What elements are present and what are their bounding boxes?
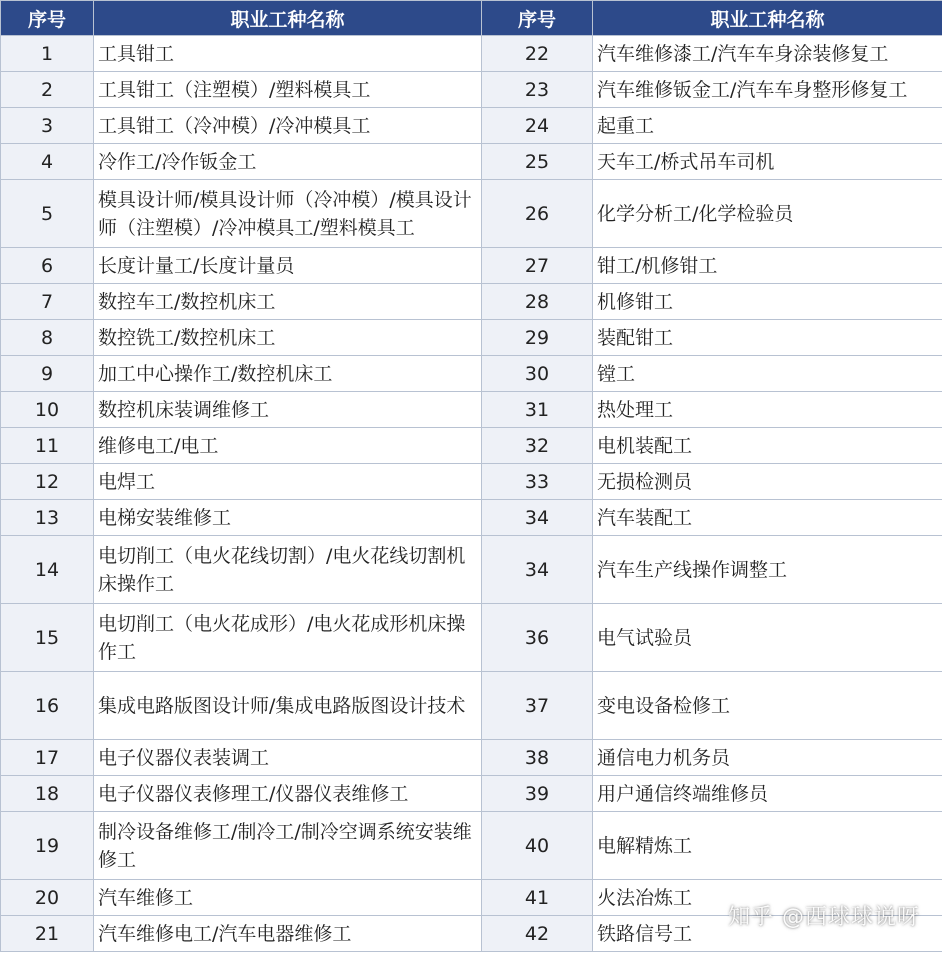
row-number-right: 28 [482, 284, 593, 320]
occupation-name-right: 汽车维修钣金工/汽车车身整形修复工 [593, 72, 942, 108]
occupation-name-left: 制冷设备维修工/制冷工/制冷空调系统安装维修工 [94, 812, 482, 880]
row-number-left: 6 [1, 248, 94, 284]
occupation-name-right: 热处理工 [593, 392, 942, 428]
row-number-left: 12 [1, 464, 94, 500]
occupation-name-left: 汽车维修电工/汽车电器维修工 [94, 916, 482, 952]
row-number-right: 25 [482, 144, 593, 180]
occupation-name-left: 工具钳工（冷冲模）/冷冲模具工 [94, 108, 482, 144]
occupation-name-left: 模具设计师/模具设计师（冷冲模）/模具设计师（注塑模）/冷冲模具工/塑料模具工 [94, 180, 482, 248]
occupation-name-right: 镗工 [593, 356, 942, 392]
watermark: 知乎 @西球球说呀 [728, 905, 920, 930]
occupation-name-right: 电机装配工 [593, 428, 942, 464]
occupation-name-right: 钳工/机修钳工 [593, 248, 942, 284]
occupation-name-right: 无损检测员 [593, 464, 942, 500]
row-number-left: 4 [1, 144, 94, 180]
row-number-left: 8 [1, 320, 94, 356]
row-number-left: 21 [1, 916, 94, 952]
occupation-name-left: 维修电工/电工 [94, 428, 482, 464]
occupation-name-right: 汽车装配工 [593, 500, 942, 536]
occupation-name-right: 化学分析工/化学检验员 [593, 180, 942, 248]
occupation-name-left: 电焊工 [94, 464, 482, 500]
table-row [1, 284, 942, 320]
row-number-right: 34 [482, 500, 593, 536]
occupation-name-right: 火法冶炼工 [593, 880, 942, 916]
occupation-name-left: 数控铣工/数控机床工 [94, 320, 482, 356]
row-number-left: 18 [1, 776, 94, 812]
header-left-name: 职业工种名称 [94, 1, 482, 36]
occupation-name-right: 机修钳工 [593, 284, 942, 320]
row-number-right: 36 [482, 604, 593, 672]
row-number-left: 11 [1, 428, 94, 464]
table-row [1, 108, 942, 144]
table-row [1, 500, 942, 536]
occupation-name-left: 汽车维修工 [94, 880, 482, 916]
row-number-right: 31 [482, 392, 593, 428]
row-number-left: 17 [1, 740, 94, 776]
occupation-name-left: 数控车工/数控机床工 [94, 284, 482, 320]
row-number-right: 26 [482, 180, 593, 248]
header-left-number: 序号 [1, 1, 94, 36]
occupation-name-right: 起重工 [593, 108, 942, 144]
row-number-right: 34 [482, 536, 593, 604]
table-row [1, 144, 942, 180]
occupation-name-right: 装配钳工 [593, 320, 942, 356]
row-number-left: 13 [1, 500, 94, 536]
occupation-name-left: 电子仪器仪表修理工/仪器仪表维修工 [94, 776, 482, 812]
row-number-right: 41 [482, 880, 593, 916]
row-number-right: 38 [482, 740, 593, 776]
row-number-right: 39 [482, 776, 593, 812]
table-row [1, 36, 942, 72]
row-number-right: 33 [482, 464, 593, 500]
table-row [1, 812, 942, 880]
occupation-name-right: 铁路信号工 [593, 916, 942, 952]
occupation-name-left: 集成电路版图设计师/集成电路版图设计技术 [94, 672, 482, 740]
table-row [1, 672, 942, 740]
table-row [1, 320, 942, 356]
row-number-left: 7 [1, 284, 94, 320]
row-number-left: 15 [1, 604, 94, 672]
table-row [1, 604, 942, 672]
occupation-name-right: 用户通信终端维修员 [593, 776, 942, 812]
row-number-left: 19 [1, 812, 94, 880]
header-row [1, 1, 942, 36]
occupation-name-left: 工具钳工（注塑模）/塑料模具工 [94, 72, 482, 108]
occupation-name-right: 电气试验员 [593, 604, 942, 672]
row-number-right: 27 [482, 248, 593, 284]
row-number-left: 14 [1, 536, 94, 604]
header-right-name: 职业工种名称 [593, 1, 942, 36]
row-number-right: 29 [482, 320, 593, 356]
row-number-left: 5 [1, 180, 94, 248]
occupation-name-left: 加工中心操作工/数控机床工 [94, 356, 482, 392]
table-row [1, 248, 942, 284]
row-number-right: 42 [482, 916, 593, 952]
occupation-name-left: 电子仪器仪表装调工 [94, 740, 482, 776]
table-row [1, 776, 942, 812]
header-right-number: 序号 [482, 1, 593, 36]
table-row [1, 428, 942, 464]
occupation-name-left: 电梯安装维修工 [94, 500, 482, 536]
row-number-right: 22 [482, 36, 593, 72]
occupation-name-right: 汽车生产线操作调整工 [593, 536, 942, 604]
occupation-name-left: 电切削工（电火花成形）/电火花成形机床操作工 [94, 604, 482, 672]
table-row [1, 392, 942, 428]
row-number-left: 20 [1, 880, 94, 916]
occupation-name-right: 电解精炼工 [593, 812, 942, 880]
table-row [1, 72, 942, 108]
row-number-left: 2 [1, 72, 94, 108]
occupation-name-right: 汽车维修漆工/汽车车身涂装修复工 [593, 36, 942, 72]
row-number-right: 40 [482, 812, 593, 880]
row-number-left: 1 [1, 36, 94, 72]
row-number-right: 37 [482, 672, 593, 740]
row-number-right: 32 [482, 428, 593, 464]
row-number-right: 24 [482, 108, 593, 144]
row-number-left: 10 [1, 392, 94, 428]
row-number-left: 16 [1, 672, 94, 740]
occupation-name-right: 通信电力机务员 [593, 740, 942, 776]
occupation-name-left: 数控机床装调维修工 [94, 392, 482, 428]
occupation-name-right: 天车工/桥式吊车司机 [593, 144, 942, 180]
table-body [1, 36, 942, 952]
table-row [1, 740, 942, 776]
row-number-left: 9 [1, 356, 94, 392]
occupation-name-left: 长度计量工/长度计量员 [94, 248, 482, 284]
table-row [1, 464, 942, 500]
occupation-name-left: 电切削工（电火花线切割）/电火花线切割机床操作工 [94, 536, 482, 604]
table-row [1, 536, 942, 604]
occupation-name-left: 工具钳工 [94, 36, 482, 72]
row-number-left: 3 [1, 108, 94, 144]
table-row [1, 356, 942, 392]
row-number-right: 30 [482, 356, 593, 392]
occupation-name-left: 冷作工/冷作钣金工 [94, 144, 482, 180]
occupation-name-right: 变电设备检修工 [593, 672, 942, 740]
row-number-right: 23 [482, 72, 593, 108]
table-row [1, 180, 942, 248]
